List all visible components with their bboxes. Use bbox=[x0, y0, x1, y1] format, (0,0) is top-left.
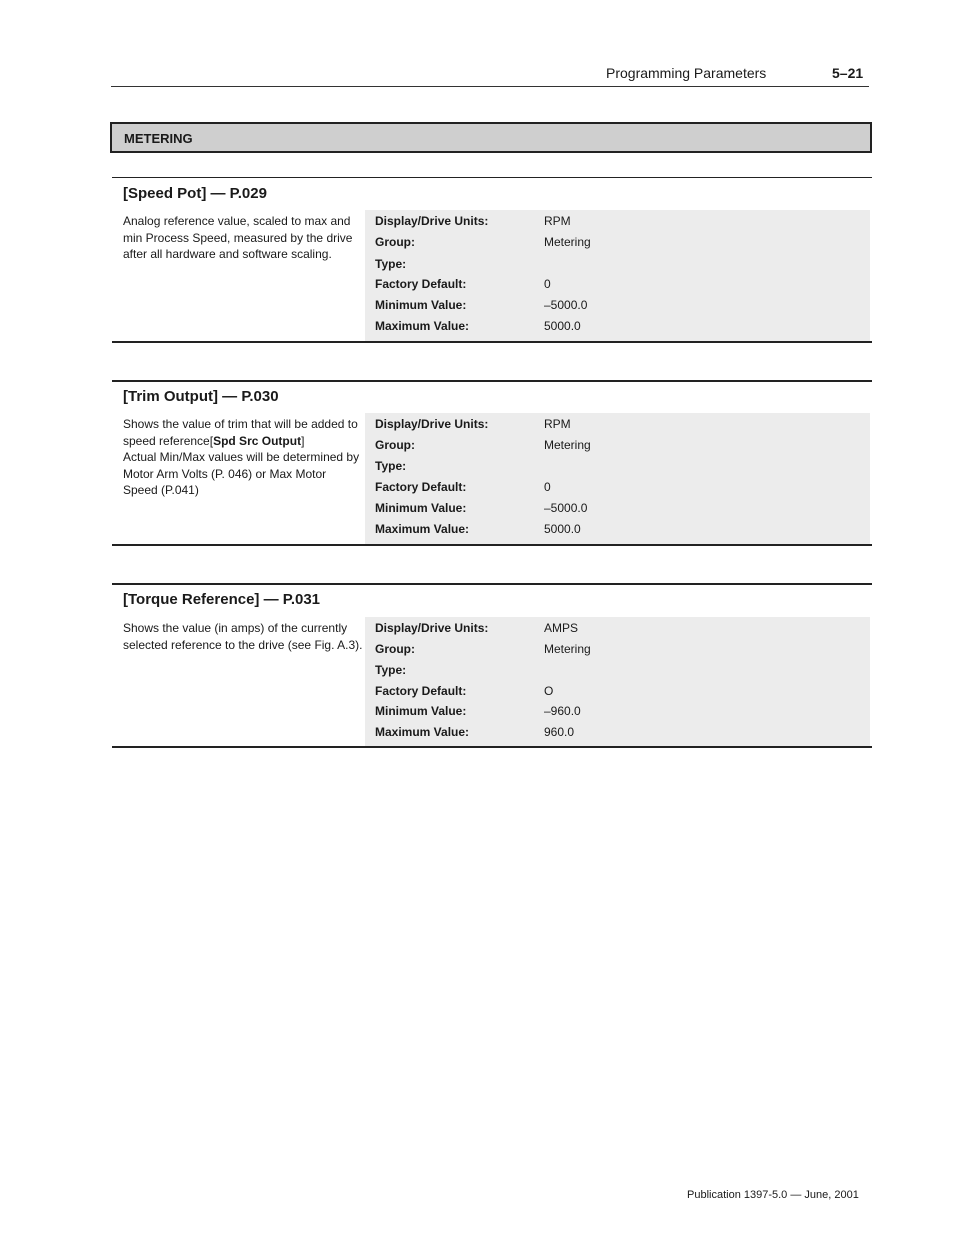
units-label: Display/Drive Units: bbox=[375, 621, 489, 635]
min-value: –5000.0 bbox=[544, 298, 588, 312]
param-top-rule bbox=[112, 380, 872, 382]
param-torque-reference bbox=[112, 583, 872, 749]
page-number: 5–21 bbox=[832, 65, 864, 81]
units-value: RPM bbox=[544, 417, 571, 431]
group-value: Metering bbox=[544, 438, 591, 452]
default-value: O bbox=[544, 684, 554, 698]
param-title: [Torque Reference] — P.031 bbox=[123, 591, 321, 608]
default-value: 0 bbox=[544, 480, 551, 494]
group-value: Metering bbox=[544, 642, 591, 656]
group-label: Group: bbox=[375, 235, 415, 249]
param-info-box bbox=[365, 413, 870, 544]
param-bottom-rule bbox=[112, 746, 872, 748]
max-label: Maximum Value: bbox=[375, 522, 470, 536]
max-label: Maximum Value: bbox=[375, 725, 470, 739]
min-label: Minimum Value: bbox=[375, 298, 467, 312]
description-line2: Actual Min/Max values will be determined by Motor Arm Volts (P. 046) or Max Motor Speed (P.041) bbox=[123, 450, 360, 497]
max-value: 960.0 bbox=[544, 725, 575, 739]
default-label: Factory Default: bbox=[375, 480, 467, 494]
default-label: Factory Default: bbox=[375, 277, 467, 291]
units-label: Display/Drive Units: bbox=[375, 417, 489, 431]
units-value: RPM bbox=[544, 214, 571, 228]
description-bold-ref: Spd Src Output bbox=[213, 433, 302, 448]
max-value: 5000.0 bbox=[544, 522, 581, 536]
param-description: Shows the value (in amps) of the currently selected reference to the drive (see Fig. A.3). bbox=[123, 621, 363, 652]
units-label: Display/Drive Units: bbox=[375, 214, 489, 228]
description-text-close: ] bbox=[301, 433, 305, 448]
param-bottom-rule bbox=[112, 544, 872, 546]
param-title: [Trim Output] — P.030 bbox=[123, 388, 279, 405]
param-speed-pot bbox=[112, 177, 872, 343]
type-label: Type: bbox=[375, 663, 407, 677]
section-title: METERING bbox=[124, 131, 193, 146]
type-label: Type: bbox=[375, 459, 407, 473]
group-label: Group: bbox=[375, 642, 415, 656]
description-text: Shows the value of trim that will be added to speed reference[ bbox=[123, 417, 358, 448]
default-label: Factory Default: bbox=[375, 684, 467, 698]
min-label: Minimum Value: bbox=[375, 704, 467, 718]
param-description bbox=[123, 416, 363, 499]
group-label: Group: bbox=[375, 438, 415, 452]
param-info-box bbox=[365, 617, 870, 747]
type-label: Type: bbox=[375, 257, 407, 271]
max-value: 5000.0 bbox=[544, 319, 581, 333]
header-rule bbox=[111, 86, 869, 87]
min-value: –960.0 bbox=[544, 704, 581, 718]
default-value: 0 bbox=[544, 277, 551, 291]
param-top-rule bbox=[112, 177, 872, 178]
group-value: Metering bbox=[544, 235, 591, 249]
units-value: AMPS bbox=[544, 621, 579, 635]
min-value: –5000.0 bbox=[544, 501, 588, 515]
param-bottom-rule bbox=[112, 341, 872, 343]
max-label: Maximum Value: bbox=[375, 319, 470, 333]
param-title: [Speed Pot] — P.029 bbox=[123, 185, 267, 202]
param-top-rule bbox=[112, 583, 872, 585]
page-header-title: Programming Parameters bbox=[606, 65, 767, 81]
min-label: Minimum Value: bbox=[375, 501, 467, 515]
param-trim-output bbox=[112, 380, 872, 546]
param-description: Analog reference value, scaled to max and min Process Speed, measured by the drive after all hardware and software scaling. bbox=[123, 214, 353, 261]
page-footer-publication: Publication 1397-5.0 — June, 2001 bbox=[687, 1189, 859, 1201]
section-bar-metering bbox=[110, 122, 872, 153]
param-info-box bbox=[365, 210, 870, 341]
